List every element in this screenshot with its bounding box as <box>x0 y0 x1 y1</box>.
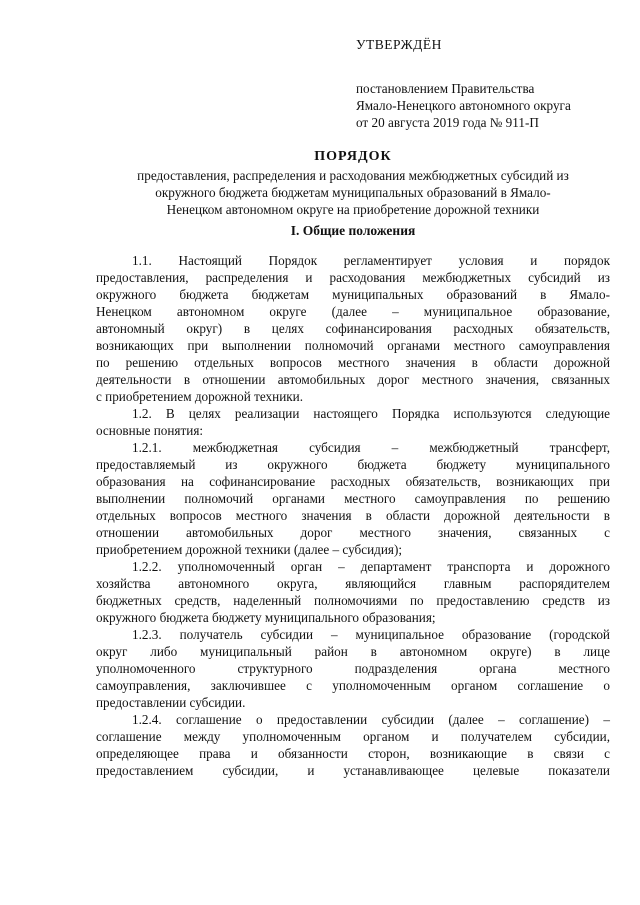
paragraph-line: хозяйства автономного округа, являющийся главным распорядителем <box>96 576 610 591</box>
paragraph-line: 1.1. Настоящий Порядок регламентирует условия и порядок <box>132 253 610 268</box>
document-subtitle-line: предоставления, распределения и расходования межбюджетных субсидий из <box>137 168 569 183</box>
document-title-block <box>96 148 610 218</box>
approval-line: Ямало-Ненецкого автономного округа <box>356 98 571 113</box>
paragraph-line: отношении автомобильных дорог местного значения, связанных с <box>96 525 610 540</box>
paragraph-line: соглашение между уполномоченным органом и получателем субсидии, <box>96 729 610 744</box>
paragraph-line: предоставляемый из окружного бюджета бюджету муниципального <box>96 457 610 472</box>
paragraph-line: 1.2.2. уполномоченный орган – департамент транспорта и дорожного <box>132 559 610 574</box>
paragraph-line: предоставлении субсидии. <box>96 695 246 710</box>
paragraph-line: окружного бюджета бюджетам муниципальных образований в Ямало- <box>96 287 610 302</box>
document-body <box>96 252 610 779</box>
paragraph-line: 1.2.3. получатель субсидии – муниципальное образование (городской <box>132 627 610 642</box>
paragraph-line: Ненецком автономном округе (далее – муниципальное образование, <box>96 304 610 319</box>
paragraph-line: окружного бюджета бюджету муниципального образования; <box>96 610 436 625</box>
paragraph-1-2-4 <box>96 711 610 779</box>
paragraph-1-1 <box>96 252 610 405</box>
approval-line: от 20 августа 2019 года № 911-П <box>356 115 539 130</box>
paragraph-line: самоуправления, заключившее с уполномоченным органом соглашение о <box>96 678 610 693</box>
paragraph-line: автономный округ) в целях софинансирования расходных обязательств, <box>96 321 610 336</box>
paragraph-line: 1.2. В целях реализации настоящего Порядка используются следующие <box>132 406 610 421</box>
paragraph-1-2-3 <box>96 626 610 711</box>
paragraph-line: отдельных вопросов местного значения в области дорожной деятельности в <box>96 508 610 523</box>
paragraph-1-2 <box>96 405 610 439</box>
paragraph-1-2-2 <box>96 558 610 626</box>
document-title: ПОРЯДОК <box>314 149 392 164</box>
paragraph-line: приобретением дорожной техники (далее – субсидия); <box>96 542 403 557</box>
paragraph-line: основные понятия: <box>96 423 204 438</box>
document-subtitle-line: окружного бюджета бюджетам муниципальных образований в Ямало- <box>155 185 551 200</box>
paragraph-line: уполномоченного структурного подразделения органа местного <box>96 661 610 676</box>
approval-heading: УТВЕРЖДЁН <box>356 37 442 52</box>
paragraph-line: предоставлением субсидии, и устанавливающее целевые показатели <box>96 763 610 778</box>
paragraph-line: предоставления, распределения и расходования межбюджетных субсидий из <box>96 270 610 285</box>
paragraph-line: деятельности в отношении автомобильных дорог местного значения, связанных <box>96 372 610 387</box>
paragraph-line: выполнении полномочий органами местного самоуправления по решению <box>96 491 610 506</box>
paragraph-line: возникающих при выполнении полномочий органами местного самоуправления <box>96 338 610 353</box>
paragraph-line: с приобретением дорожной техники. <box>96 389 304 404</box>
paragraph-1-2-1 <box>96 439 610 558</box>
paragraph-line: бюджетных средств, наделенный полномочиями по предоставлению средств из <box>96 593 610 608</box>
approval-stamp <box>356 36 626 131</box>
paragraph-line: 1.2.4. соглашение о предоставлении субсидии (далее – соглашение) – <box>132 712 610 727</box>
paragraph-line: по решению отдельных вопросов местного значения в области дорожной <box>96 355 610 370</box>
paragraph-line: округ либо муниципальный район в автономном округе) в лице <box>96 644 610 659</box>
paragraph-line: 1.2.1. межбюджетная субсидия – межбюджетный трансферт, <box>132 440 610 455</box>
document-subtitle-line: Ненецком автономном округе на приобретение дорожной техники <box>166 202 540 217</box>
section-title: I. Общие положения <box>290 223 416 238</box>
paragraph-line: образования на софинансирование расходных обязательств, возникающих при <box>96 474 610 489</box>
paragraph-line: определяющее права и обязанности сторон, возникающие в связи с <box>96 746 610 761</box>
approval-line: постановлением Правительства <box>356 81 535 96</box>
